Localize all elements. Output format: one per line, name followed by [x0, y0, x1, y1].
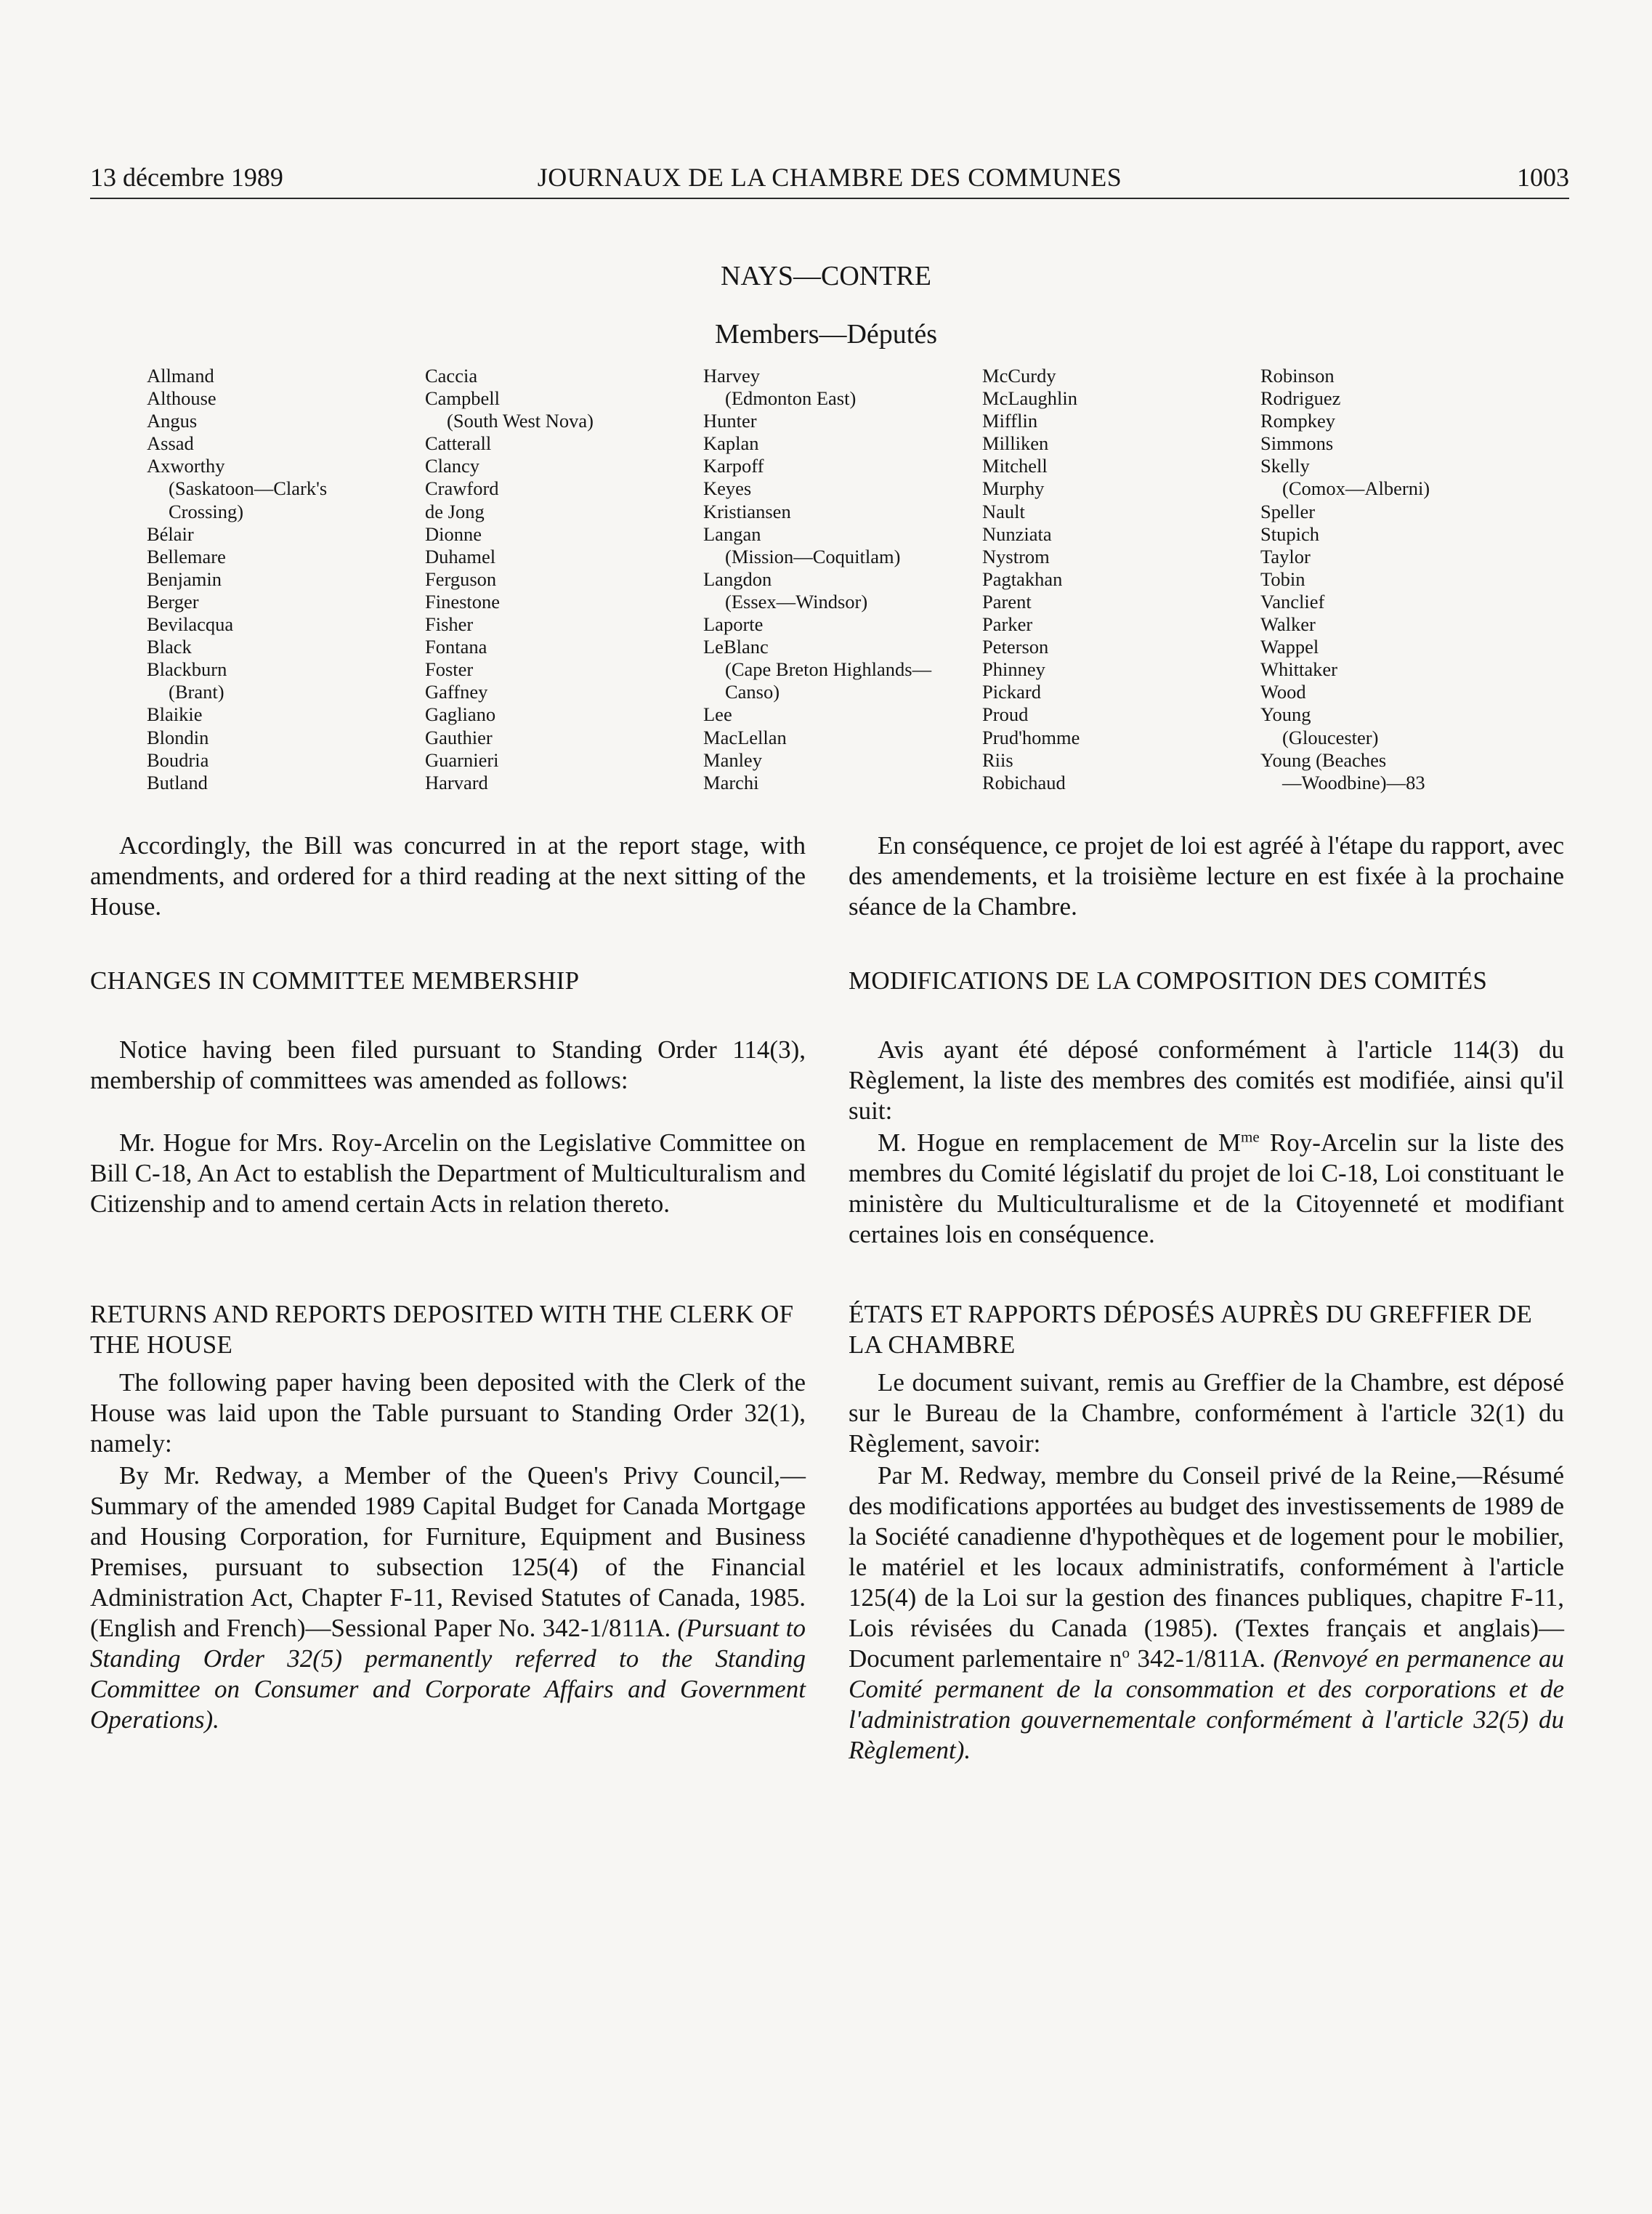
member-name: Gauthier — [425, 726, 493, 748]
member-name: Allmand — [147, 365, 214, 387]
member-name: Mitchell — [982, 455, 1048, 477]
members-list — [0, 365, 1652, 801]
member-name: Walker — [1260, 613, 1316, 636]
member-name: Prud'homme — [982, 726, 1080, 748]
member-name: Speller — [1260, 500, 1316, 522]
member-name: (Brant) — [169, 681, 224, 703]
member-name: Pagtakhan — [982, 567, 1063, 590]
english-result: Accordingly, the Bill was concurred in at the report stage, with amendments, and ordered for a third reading at the next sitting of the House. — [90, 831, 806, 921]
member-name: Berger — [147, 590, 199, 613]
member-name: Benjamin — [147, 567, 222, 590]
member-name: Bellemare — [147, 545, 226, 567]
member-name: Black — [147, 636, 192, 658]
english-returns-intro: The following paper having been deposited with the Clerk of the House was laid upon the Table pursuant to Standing Order 32(1), namely: — [90, 1368, 806, 1458]
member-name: Hunter — [703, 410, 757, 432]
member-name: Pickard — [982, 681, 1041, 703]
french-returns-item-sup: o — [1122, 1644, 1130, 1662]
member-name: McLaughlin — [982, 387, 1077, 410]
header-date: 13 décembre 1989 — [90, 163, 283, 192]
member-name: Keyes — [703, 477, 752, 500]
member-name: Nault — [982, 500, 1025, 522]
member-name: Caccia — [425, 365, 478, 387]
member-name: Proud — [982, 703, 1029, 726]
member-name: (Edmonton East) — [725, 387, 857, 410]
member-name: Kristiansen — [703, 500, 791, 522]
header-page-number: 1003 — [1517, 163, 1569, 192]
member-name: Dionne — [425, 522, 482, 545]
member-name: Clancy — [425, 455, 480, 477]
member-name: Harvey — [703, 365, 760, 387]
member-name: Riis — [982, 748, 1013, 771]
member-name: Nunziata — [982, 522, 1052, 545]
member-name: Peterson — [982, 636, 1049, 658]
header-title: JOURNAUX DE LA CHAMBRE DES COMMUNES — [537, 163, 1122, 192]
member-name: Crossing) — [169, 500, 244, 522]
member-name: Parker — [982, 613, 1033, 636]
french-committee-change-start: M. Hogue en remplacement de M — [878, 1128, 1241, 1157]
french-returns-intro: Le document suivant, remis au Greffier de la Chambre, est déposé sur le Bureau de la Chambre, conformément à l'article 32(1) du Règlement, savoir: — [849, 1368, 1564, 1458]
member-name: Robinson — [1260, 365, 1335, 387]
member-name: Althouse — [147, 387, 216, 410]
member-name: Nystrom — [982, 545, 1050, 567]
member-name: Gaffney — [425, 681, 488, 703]
french-committee-heading: MODIFICATIONS DE LA COMPOSITION DES COMITÉS — [849, 966, 1488, 995]
member-name: (Cape Breton Highlands— — [725, 658, 932, 681]
member-name: Gagliano — [425, 703, 496, 726]
member-name: McCurdy — [982, 365, 1056, 387]
member-name: de Jong — [425, 500, 485, 522]
member-name: Phinney — [982, 658, 1045, 681]
member-name: Young — [1260, 703, 1311, 726]
french-result: En conséquence, ce projet de loi est agréé à l'étape du rapport, avec des amendements, et la troisième lecture en est fixée à la prochaine séance de la Chambre. — [849, 831, 1564, 921]
french-returns-heading: ÉTATS ET RAPPORTS DÉPOSÉS AUPRÈS DU GREFFIER DE LA CHAMBRE — [849, 1300, 1533, 1359]
member-name: Blondin — [147, 726, 209, 748]
english-returns-item-text: By Mr. Redway, a Member of the Queen's Privy Council,—Summary of the amended 1989 Capital Budget for Canada Mortgage and Housing Corporation, for Furniture, Equipment and Business Premises, pursuant to subsection 125(4) of the Financial Administration Act, Chapter F-11, Revised Statutes of Canada, 1985. (English and French)—Sessional Paper No. 342-1/811A. — [90, 1461, 806, 1642]
member-name: Stupich — [1260, 522, 1319, 545]
members-column-3 — [703, 365, 979, 794]
members-column-4 — [982, 365, 1258, 794]
member-name: —Woodbine)—83 — [1282, 771, 1425, 793]
member-name: (South West Nova) — [447, 410, 594, 432]
french-committee-notice: Avis ayant été déposé conformément à l'article 114(3) du Règlement, la liste des membres des comités est modifiée, ainsi qu'il suit: — [849, 1035, 1564, 1125]
english-returns-item — [90, 1460, 806, 1735]
french-committee-change-sup: me — [1240, 1128, 1260, 1146]
member-name: Assad — [147, 432, 194, 455]
member-name: Catterall — [425, 432, 492, 455]
member-name: Langdon — [703, 567, 772, 590]
member-name: Finestone — [425, 590, 501, 613]
member-name: Skelly — [1260, 455, 1310, 477]
member-name: Karpoff — [703, 455, 764, 477]
english-committee-heading: CHANGES IN COMMITTEE MEMBERSHIP — [90, 966, 580, 995]
member-name: Rompkey — [1260, 410, 1336, 432]
french-returns-item-referral: (Renvoyé en permanence au Comité permanent de la consommation et des corporations et de l'administration gouvernementale conformément à l'article 32(5) du Règlement). — [849, 1644, 1564, 1764]
member-name: Kaplan — [703, 432, 759, 455]
running-header — [90, 161, 1569, 199]
member-name: Vanclief — [1260, 590, 1325, 613]
member-name: (Saskatoon—Clark's — [169, 477, 328, 500]
french-committee-change — [849, 1128, 1564, 1250]
member-name: Young (Beaches — [1260, 748, 1387, 771]
member-name: Boudria — [147, 748, 209, 771]
french-returns-item-text: Par M. Redway, membre du Conseil privé de la Reine,—Résumé des modifications apportées au budget des investissements de 1989 de la Société canadienne d'hypothèques et de logement pour le mobilier, le matériel et les locaux administratifs, conformément à l'article 125(4) de la Loi sur la gestion des finances publiques, chapitre F-11, Lois révisées du Canada (1985). (Textes français et anglais)—Document parlementaire n — [849, 1461, 1564, 1673]
member-name: Laporte — [703, 613, 764, 636]
english-committee-change: Mr. Hogue for Mrs. Roy-Arcelin on the Legislative Committee on Bill C-18, An Act to establish the Department of Multiculturalism and Citizenship and to amend certain Acts in relation thereto. — [90, 1128, 806, 1218]
member-name: Wappel — [1260, 636, 1319, 658]
member-name: Harvard — [425, 771, 488, 793]
member-name: Bélair — [147, 522, 194, 545]
members-column-1 — [147, 365, 423, 794]
member-name: Fisher — [425, 613, 474, 636]
member-name: Guarnieri — [425, 748, 499, 771]
member-name: Simmons — [1260, 432, 1334, 455]
english-returns-heading: RETURNS AND REPORTS DEPOSITED WITH THE CLERK OF THE HOUSE — [90, 1300, 794, 1359]
member-name: Marchi — [703, 771, 759, 793]
member-name: Bevilacqua — [147, 613, 234, 636]
member-name: (Comox—Alberni) — [1282, 477, 1430, 500]
members-column-2 — [425, 365, 701, 794]
member-name: Axworthy — [147, 455, 225, 477]
member-name: Taylor — [1260, 545, 1311, 567]
member-name: Wood — [1260, 681, 1306, 703]
member-name: Milliken — [982, 432, 1049, 455]
member-name: Fontana — [425, 636, 487, 658]
member-name: Parent — [982, 590, 1032, 613]
member-name: Robichaud — [982, 771, 1066, 793]
member-name: Blaikie — [147, 703, 203, 726]
french-returns-item-number: 342-1/811A. — [1130, 1644, 1266, 1673]
member-name: Murphy — [982, 477, 1045, 500]
member-name: LeBlanc — [703, 636, 769, 658]
member-name: Mifflin — [982, 410, 1038, 432]
member-name: Angus — [147, 410, 198, 432]
member-name: Duhamel — [425, 545, 496, 567]
member-name: (Essex—Windsor) — [725, 590, 868, 613]
french-committee-change-end: Roy-Arcelin sur la liste des membres du Comité législatif du projet de loi C-18, Loi constituant le ministère du Multiculturalisme et de la Citoyenneté et modifiant certaines lois en conséquence. — [849, 1128, 1564, 1248]
member-name: Rodriguez — [1260, 387, 1341, 410]
english-committee-notice: Notice having been filed pursuant to Standing Order 114(3), membership of committees was amended as follows: — [90, 1035, 806, 1094]
vote-title: NAYS—CONTRE — [721, 261, 931, 291]
vote-subtitle: Members—Députés — [714, 319, 938, 350]
member-name: Campbell — [425, 387, 501, 410]
member-name: Whittaker — [1260, 658, 1337, 681]
member-name: Butland — [147, 771, 208, 793]
member-name: Foster — [425, 658, 474, 681]
member-name: MacLellan — [703, 726, 787, 748]
member-name: Canso) — [725, 681, 780, 703]
french-returns-item — [849, 1460, 1564, 1766]
member-name: Lee — [703, 703, 732, 726]
english-returns-item-referral: (Pursuant to Standing Order 32(5) permanently referred to the Standing Committee on Consumer and Corporate Affairs and Government Operations). — [90, 1614, 806, 1734]
members-column-5 — [1260, 365, 1536, 794]
member-name: Manley — [703, 748, 762, 771]
member-name: (Mission—Coquitlam) — [725, 545, 901, 567]
member-name: Tobin — [1260, 567, 1305, 590]
member-name: (Gloucester) — [1282, 726, 1379, 748]
member-name: Crawford — [425, 477, 499, 500]
member-name: Langan — [703, 522, 761, 545]
member-name: Blackburn — [147, 658, 227, 681]
member-name: Ferguson — [425, 567, 497, 590]
